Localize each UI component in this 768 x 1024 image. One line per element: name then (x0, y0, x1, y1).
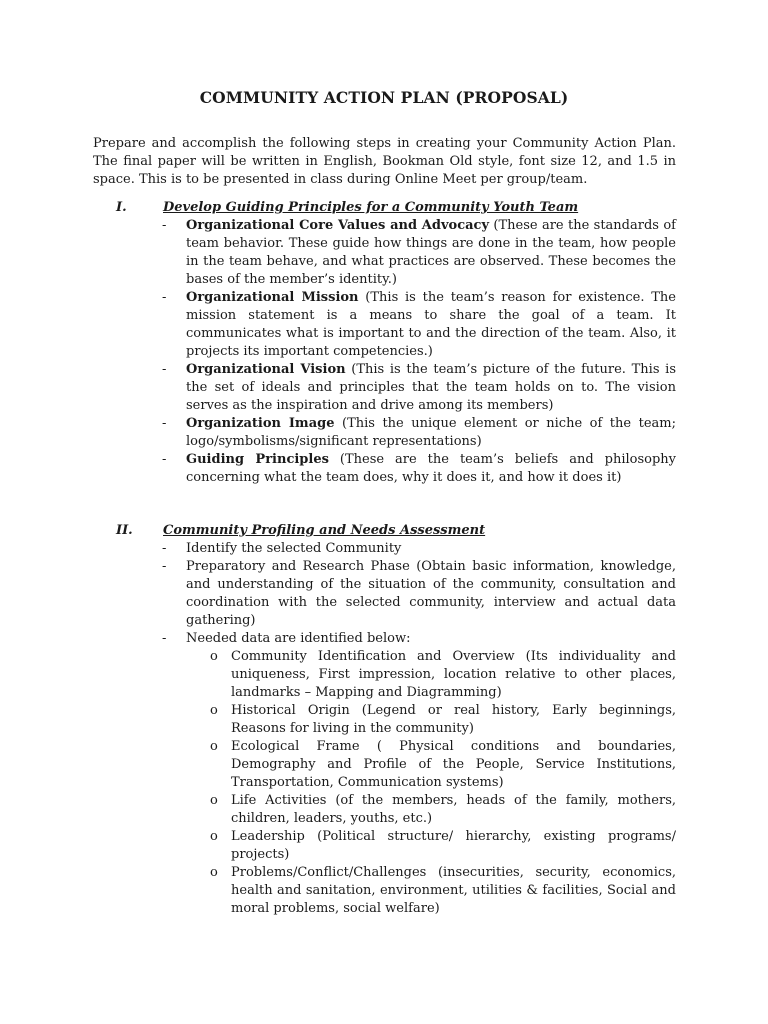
item-description: (These are the standards of team behavior. These guide how things are done in the team, how people in the team behave, and what practices are observed. These becomes the bases of the member’s identity.) (186, 218, 676, 287)
item-description: (These are the team’s beliefs and philosophy concerning what the team does, why it does it, and how it does it) (186, 452, 676, 485)
sub-list-item (93, 648, 676, 702)
intro-paragraph: Prepare and accomplish the following steps in creating your Community Action Plan. The final paper will be written in English, Bookman Old style, font size 12, and 1.5 in space. This is to be presented in class during Online Meet per group/team. (93, 136, 676, 187)
list-item (93, 540, 676, 558)
page-title: COMMUNITY ACTION PLAN (PROPOSAL) (199, 88, 569, 107)
list-item-text: Needed data are identified below: (186, 631, 411, 646)
section-numeral: I. (116, 200, 127, 215)
section-community-profiling (93, 522, 676, 918)
dash-bullet: - (162, 631, 167, 646)
circle-bullet: o (210, 793, 218, 808)
sub-list-item-text: Problems/Conflict/Challenges (insecurities, security, economics, health and sanitation, environment, utilities & facilities, Social and moral problems, social welfare) (231, 865, 676, 916)
list-item-text (186, 415, 676, 451)
sub-list-item (93, 792, 676, 828)
sub-list-item (93, 828, 676, 864)
circle-bullet: o (210, 739, 218, 754)
sub-list (93, 648, 676, 918)
sub-list-item-text: Leadership (Political structure/ hierarchy, existing programs/ projects) (231, 829, 676, 862)
list-item (93, 361, 676, 415)
dash-bullet: - (162, 541, 167, 556)
list-item-text (186, 217, 676, 289)
item-description: (This is the team’s reason for existence. The mission statement is a means to share the goal of a team. It communicates what is important to and the direction of the team. Also, it projects its important competencies.) (186, 290, 676, 359)
circle-bullet: o (210, 865, 218, 880)
item-term: Organization Image (186, 416, 335, 431)
item-term: Organizational Mission (186, 290, 359, 305)
sub-list-item-text: Ecological Frame ( Physical conditions and boundaries, Demography and Profile of the People, Service Institutions, Transportation, Communication systems) (231, 739, 676, 790)
section-heading (93, 199, 676, 217)
circle-bullet: o (210, 649, 218, 664)
sub-list-item (93, 738, 676, 792)
sub-list-item-text: Community Identification and Overview (Its individuality and uniqueness, First impression, location relative to other places, landmarks – Mapping and Diagramming) (231, 649, 676, 700)
item-description: (This the unique element or niche of the team; logo/symbolisms/significant representations) (186, 416, 676, 449)
sub-list-item (93, 864, 676, 918)
sub-list-item (93, 702, 676, 738)
list-item-text: Preparatory and Research Phase (Obtain basic information, knowledge, and understanding of the situation of the community, consultation and coordination with the selected community, interview and actual data gathering) (186, 559, 676, 628)
dash-bullet: - (162, 416, 167, 431)
list-item (93, 558, 676, 630)
section-heading (93, 522, 676, 540)
list-item-text (186, 361, 676, 415)
list-item (93, 415, 676, 451)
list-item (93, 289, 676, 361)
list-item (93, 630, 676, 648)
dash-bullet: - (162, 290, 167, 305)
sub-list-item-text: Life Activities (of the members, heads of the family, mothers, children, leaders, youths, etc.) (231, 793, 676, 826)
dash-bullet: - (162, 452, 167, 467)
list-item (93, 451, 676, 487)
item-term: Guiding Principles (186, 452, 329, 467)
dash-bullet: - (162, 362, 167, 377)
dash-bullet: - (162, 559, 167, 574)
section-numeral: II. (116, 523, 133, 538)
list-item-text (186, 289, 676, 361)
list-item-text (186, 451, 676, 487)
list-item (93, 217, 676, 289)
item-term: Organizational Vision (186, 362, 346, 377)
item-description: (This is the team’s picture of the future. This is the set of ideals and principles that the team holds on to. The vision serves as the inspiration and drive among its members) (186, 362, 677, 413)
list-item-text: Identify the selected Community (186, 541, 402, 556)
item-term: Organizational Core Values and Advocacy (186, 218, 490, 233)
section-guiding-principles (93, 199, 676, 487)
sub-list-item-text: Historical Origin (Legend or real history, Early beginnings, Reasons for living in the community) (231, 703, 676, 736)
dash-bullet: - (162, 218, 167, 233)
circle-bullet: o (210, 703, 218, 718)
section-title: Develop Guiding Principles for a Community Youth Team (163, 200, 579, 215)
circle-bullet: o (210, 829, 218, 844)
section-title: Community Profiling and Needs Assessment (163, 523, 486, 538)
